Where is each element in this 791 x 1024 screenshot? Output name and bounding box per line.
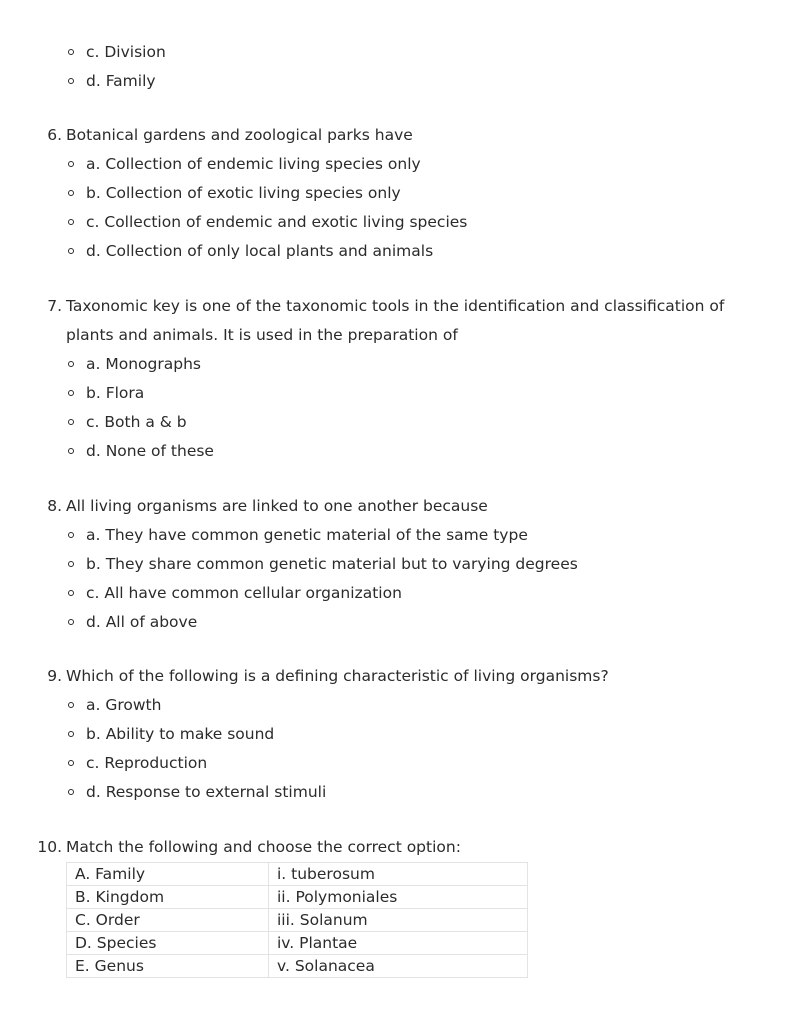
question-text: Which of the following is a defining characteristic of living organisms?: [66, 667, 609, 685]
question-number: 10.: [37, 838, 62, 856]
option-d: d. None of these: [86, 442, 214, 460]
bullet-icon: [68, 760, 74, 766]
bullet-icon: [68, 49, 74, 55]
option-d: d. All of above: [86, 613, 198, 631]
option-d: d. Family: [86, 72, 156, 90]
bullet-icon: [68, 361, 74, 367]
question-text-continued: plants and animals. It is used in the preparation of: [66, 326, 458, 344]
bullet-icon: [68, 78, 74, 84]
bullet-icon: [68, 161, 74, 167]
question-number: 8.: [47, 497, 62, 515]
option-d: d. Response to external stimuli: [86, 783, 327, 801]
table-cell: v. Solanacea: [269, 955, 528, 978]
table-cell: iv. Plantae: [269, 932, 528, 955]
question-number: 6.: [47, 126, 62, 144]
bullet-icon: [68, 619, 74, 625]
option-a: a. They have common genetic material of the same type: [86, 526, 528, 544]
table-row: [67, 955, 528, 978]
bullet-icon: [68, 789, 74, 795]
question-number: 9.: [47, 667, 62, 685]
option-c: c. Collection of endemic and exotic living species: [86, 213, 468, 231]
bullet-icon: [68, 219, 74, 225]
table-cell: C. Order: [67, 909, 269, 932]
option-c: c. All have common cellular organization: [86, 584, 402, 602]
option-b: b. Ability to make sound: [86, 725, 275, 743]
table-cell: iii. Solanum: [269, 909, 528, 932]
question-text: All living organisms are linked to one another because: [66, 497, 488, 515]
option-b: b. Collection of exotic living species only: [86, 184, 401, 202]
option-b: b. Flora: [86, 384, 145, 402]
table-row: [67, 909, 528, 932]
question-number: 7.: [47, 297, 62, 315]
table-cell: D. Species: [67, 932, 269, 955]
bullet-icon: [68, 190, 74, 196]
option-c: c. Division: [86, 43, 166, 61]
option-c: c. Reproduction: [86, 754, 208, 772]
question-text: Taxonomic key is one of the taxonomic tools in the identification and classification of: [66, 297, 725, 315]
table-row: [67, 932, 528, 955]
bullet-icon: [68, 248, 74, 254]
bullet-icon: [68, 702, 74, 708]
option-b: b. They share common genetic material but to varying degrees: [86, 555, 578, 573]
table-cell: B. Kingdom: [67, 886, 269, 909]
table-row: [67, 863, 528, 886]
bullet-icon: [68, 390, 74, 396]
question-text: Botanical gardens and zoological parks have: [66, 126, 413, 144]
table-cell: A. Family: [67, 863, 269, 886]
table-cell: ii. Polymoniales: [269, 886, 528, 909]
bullet-icon: [68, 532, 74, 538]
table-cell: E. Genus: [67, 955, 269, 978]
option-c: c. Both a & b: [86, 413, 187, 431]
option-d: d. Collection of only local plants and animals: [86, 242, 434, 260]
bullet-icon: [68, 448, 74, 454]
option-a: a. Monographs: [86, 355, 201, 373]
option-a: a. Collection of endemic living species only: [86, 155, 421, 173]
bullet-icon: [68, 561, 74, 567]
match-table: [66, 862, 528, 978]
table-cell: i. tuberosum: [269, 863, 528, 886]
table-row: [67, 886, 528, 909]
bullet-icon: [68, 590, 74, 596]
question-text: Match the following and choose the correct option:: [66, 838, 461, 856]
bullet-icon: [68, 419, 74, 425]
bullet-icon: [68, 731, 74, 737]
option-a: a. Growth: [86, 696, 162, 714]
